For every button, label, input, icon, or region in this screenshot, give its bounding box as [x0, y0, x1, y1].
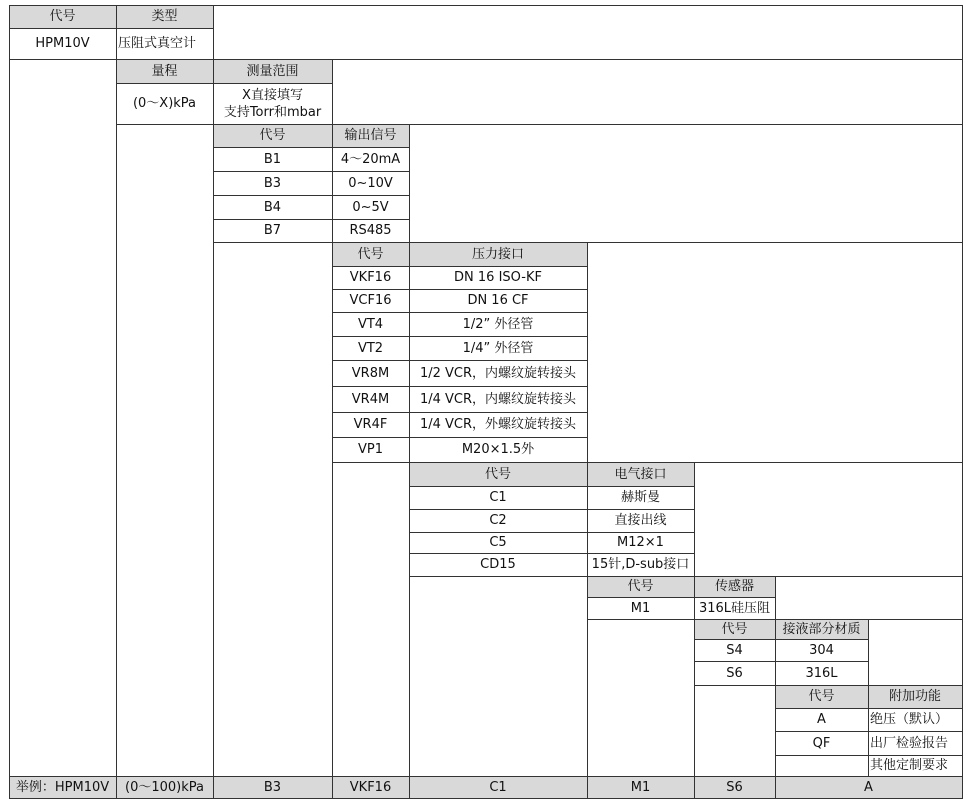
group-name-header: 测量范围 [246, 63, 299, 79]
table-rule [868, 619, 869, 685]
option-code: B3 [263, 175, 282, 191]
group-name-header: 传感器 [714, 579, 754, 594]
table-rule [116, 59, 117, 776]
table-rule [962, 5, 963, 799]
option-description: 赫斯曼 [620, 490, 660, 505]
table-rule [409, 124, 410, 242]
option-description: 304 [809, 642, 834, 658]
group-name-header: 压力接口 [471, 246, 524, 262]
option-description: 316L硅压阻 [698, 600, 771, 616]
option-code: M1 [630, 600, 651, 616]
group-name-header: 接液部分材质 [782, 621, 861, 637]
table-rule [775, 576, 776, 619]
option-description: M20×1.5外 [461, 442, 535, 457]
option-description: 其他定制要求 [870, 758, 949, 773]
option-description: DN 16 CF [467, 293, 529, 308]
option-code: VR4M [351, 391, 390, 407]
option-code: QF [812, 735, 831, 751]
option-code [775, 755, 868, 776]
option-description: 压阻式真空计 [118, 36, 197, 51]
option-code: HPM10V [35, 36, 90, 51]
example-value: S6 [726, 779, 743, 795]
group-code-header: 代号 [808, 689, 835, 704]
group-name-header: 输出信号 [344, 128, 397, 143]
table-rule [9, 798, 963, 799]
example-value: B3 [263, 779, 282, 795]
option-code: A [817, 712, 826, 727]
option-code: S6 [726, 665, 743, 681]
option-code: VKF16 [349, 270, 392, 285]
option-code: S4 [726, 642, 743, 658]
table-rule [9, 5, 10, 776]
example-value: VKF16 [349, 779, 392, 795]
example-value: M1 [630, 779, 651, 795]
group-code-header: 代号 [484, 466, 511, 482]
option-code: CD15 [480, 557, 516, 572]
option-code: (0～X)kPa [132, 96, 197, 111]
option-code: C2 [489, 513, 507, 528]
option-description: 316L [805, 665, 838, 681]
option-description: M12×1 [617, 535, 664, 550]
option-description: X直接填写 支持Torr和mbar [223, 87, 322, 120]
option-code: VT2 [357, 340, 384, 356]
option-code: C5 [489, 535, 507, 550]
example-value: (0～100)kPa [125, 779, 204, 795]
option-description: 绝压（默认） [870, 712, 949, 727]
group-name-header: 电气接口 [614, 466, 667, 482]
option-description: 1/4” 外径管 [462, 340, 534, 356]
option-code: C1 [489, 490, 507, 505]
option-description: 15针,D-sub接口 [591, 557, 690, 572]
group-name-header: 附加功能 [888, 689, 941, 704]
option-code: VR4F [353, 417, 388, 432]
option-code: B7 [263, 223, 282, 238]
option-code: VR8M [351, 365, 390, 381]
option-description: 1/2” 外径管 [462, 316, 534, 332]
option-code: B4 [263, 199, 282, 215]
option-description: 1/2 VCR，内螺纹旋转接头 [419, 365, 577, 381]
table-rule [694, 462, 695, 576]
option-description: 1/4 VCR，内螺纹旋转接头 [419, 391, 577, 407]
option-description: 出厂检验报告 [870, 735, 949, 751]
example-value: C1 [489, 779, 507, 795]
group-code-header: 代号 [49, 9, 76, 24]
option-description: 直接出线 [614, 513, 667, 528]
group-code-header: 代号 [357, 246, 384, 262]
option-description: DN 16 ISO-KF [454, 270, 542, 285]
group-code-header: 量程 [151, 63, 178, 79]
group-code-header: 代号 [627, 579, 654, 594]
option-description: RS485 [349, 223, 392, 238]
option-description: 0~5V [352, 199, 389, 215]
table-rule [962, 685, 963, 776]
table-rule [587, 242, 588, 462]
option-code: VP1 [357, 442, 383, 457]
option-code: VT4 [357, 316, 384, 332]
table-rule [868, 685, 869, 776]
option-description: 0~10V [348, 175, 393, 191]
example-value: A [864, 779, 873, 795]
example-value: 举例：HPM10V [15, 779, 110, 795]
option-description: 1/4 VCR，外螺纹旋转接头 [419, 417, 577, 432]
group-code-header: 代号 [259, 128, 286, 143]
option-code: B1 [263, 151, 282, 167]
option-description: 4～20mA [340, 151, 401, 167]
group-code-header: 代号 [721, 621, 748, 637]
table-rule [213, 5, 214, 59]
group-name-header: 类型 [151, 9, 178, 24]
option-code: VCF16 [349, 293, 392, 308]
table-rule [332, 59, 333, 124]
